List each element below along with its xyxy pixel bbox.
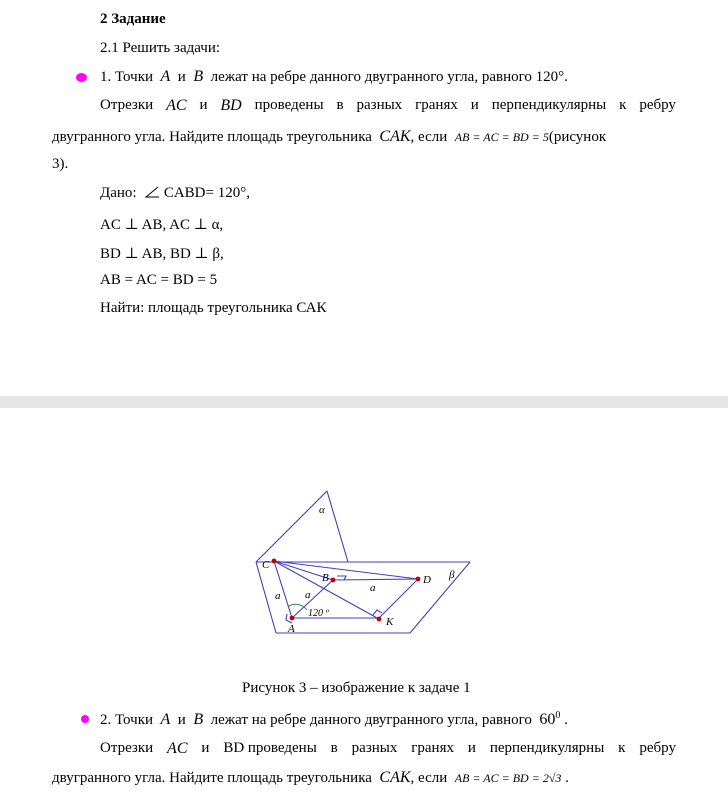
- subsection-title: 2.1 Решить задачи:: [100, 40, 221, 56]
- task1-line4: 3).: [52, 156, 69, 172]
- task2-line3: двугранного угла. Найдите площадь треугольника CAK, если AB = AC = BD = 2√3 .: [52, 769, 569, 786]
- task2-line2: Отрезки AC и BD проведены в разных гранях и перпендикулярны к ребру: [100, 740, 676, 757]
- label-c: C: [262, 559, 270, 571]
- angle-arc-120: [289, 604, 307, 610]
- label-a-seg1: a: [275, 590, 281, 602]
- given-find: Найти: площадь треугольника САК: [100, 300, 327, 316]
- segment-kd: [379, 579, 418, 618]
- point-a: [290, 616, 295, 621]
- right-angle-k: [373, 610, 382, 615]
- label-d: D: [423, 574, 431, 586]
- figure-caption: Рисунок 3 – изображение к задаче 1: [242, 680, 471, 696]
- label-a-seg2: a: [305, 589, 311, 601]
- label-b: B: [322, 572, 329, 584]
- bullet-marker: [76, 73, 87, 82]
- point-d: [416, 577, 421, 582]
- given-line4: AB = AC = BD = 5: [100, 272, 218, 288]
- given-line2: AC ⊥ AB, AC ⊥ α,: [100, 217, 224, 233]
- label-a-seg3: a: [370, 582, 376, 594]
- given-line3: BD ⊥ AB, BD ⊥ β,: [100, 246, 224, 262]
- plane-alpha-top-edge: [256, 491, 327, 562]
- point-k: [377, 617, 382, 622]
- label-angle-120: 120 º: [308, 608, 329, 619]
- plane-alpha-left-edge: [256, 562, 276, 633]
- label-k: K: [386, 616, 394, 628]
- point-c: [272, 559, 277, 564]
- given-line1: Дано: CABD= 120°,: [100, 185, 250, 201]
- page-separator: [0, 396, 728, 408]
- figure-3-dihedral: [240, 480, 480, 640]
- section-title: 2 Задание: [100, 11, 166, 27]
- label-a: A: [288, 623, 295, 635]
- task1-line2: Отрезки AC и BD проведены в разных гранях и перпендикулярны к ребру: [100, 97, 676, 114]
- label-beta: β: [449, 569, 455, 581]
- point-b: [331, 578, 336, 583]
- plane-alpha-right-edge: [327, 491, 348, 562]
- segment-bd: [333, 579, 418, 580]
- task1-line3: двугранного угла. Найдите площадь треугольника CAK, если AB = AC = BD = 5(рисунок: [52, 128, 607, 145]
- angle-sign-icon: [144, 186, 160, 198]
- bullet-marker-2: [81, 715, 89, 723]
- plane-beta-right-edge: [410, 562, 470, 633]
- task1-line1: 1. Точки A и B лежат на ребре данного двугранного угла, равного 120°.: [100, 68, 568, 85]
- task2-line1: 2. Точки A и B лежат на ребре данного двугранного угла, равного $60^0$ .: [100, 710, 568, 728]
- label-alpha: α: [319, 504, 325, 516]
